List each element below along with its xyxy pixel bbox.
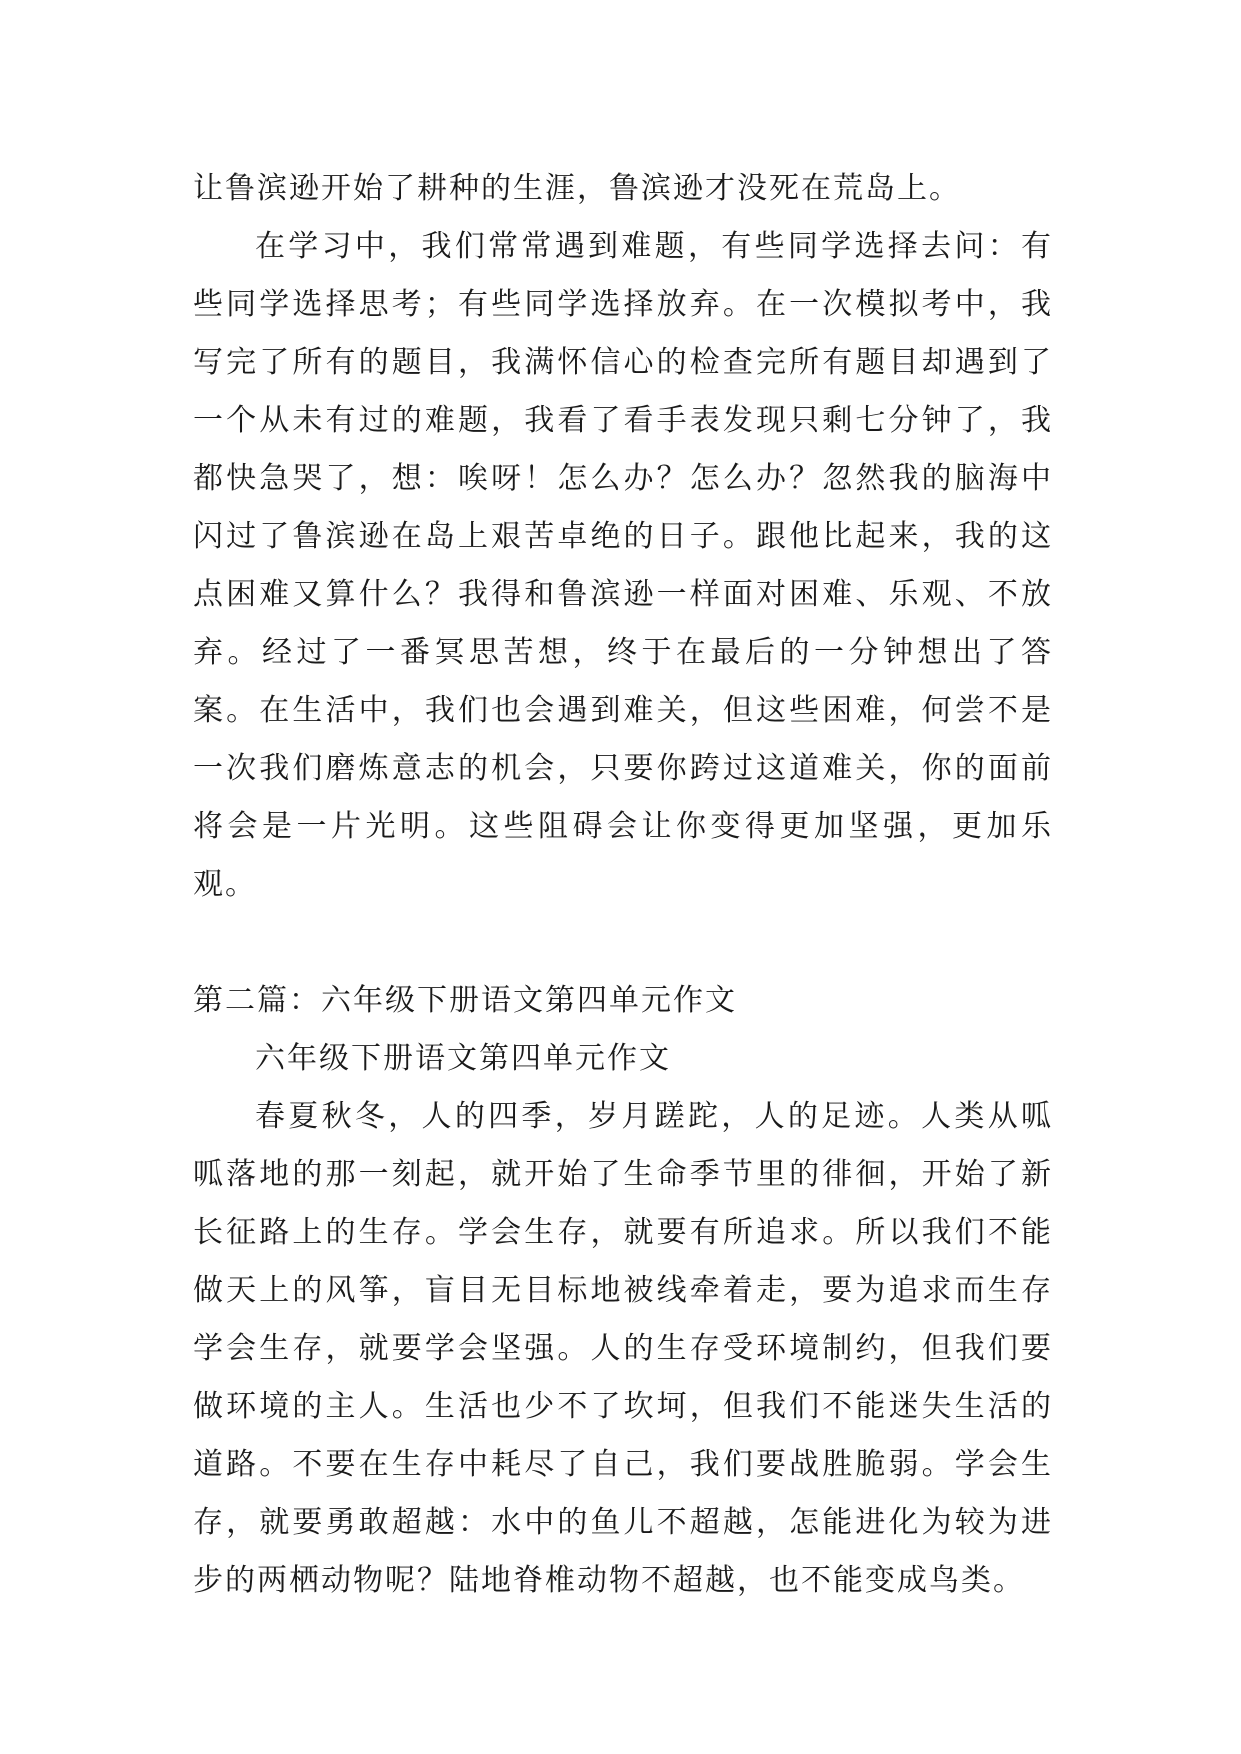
- document-body: [193, 160, 1053, 1610]
- paragraph-study-difficulty: 在学习中，我们常常遇到难题，有些同学选择去问：有些同学选择思考；有些同学选择放弃。在一次模拟考中，我写完了所有的题目，我满怀信心的检查完所有题目却遇到了一个从未有过的难题，我看了看手表发现只剩七分钟了，我都快急哭了，想：唉呀！怎么办？怎么办？忽然我的脑海中闪过了鲁滨逊在岛上艰苦卓绝的日子。跟他比起来，我的这点困难又算什么？我得和鲁滨逊一样面对困难、乐观、不放弃。经过了一番冥思苦想，终于在最后的一分钟想出了答案。在生活中，我们也会遇到难关，但这些困难，何尝不是一次我们磨炼意志的机会，只要你跨过这道难关，你的面前将会是一片光明。这些阻碍会让你变得更加坚强，更加乐观。: [193, 229, 1053, 902]
- section-title: 第二篇：六年级下册语文第四单元作文: [193, 983, 737, 1018]
- paragraph-continuation: 让鲁滨逊开始了耕种的生涯，鲁滨逊才没死在荒岛上。: [193, 171, 961, 206]
- paragraph-survival: 春夏秋冬，人的四季，岁月蹉跎，人的足迹。人类从呱呱落地的那一刻起，就开始了生命季节里的徘徊，开始了新长征路上的生存。学会生存，就要有所追求。所以我们不能做天上的风筝，盲目无目标地被线牵着走，要为追求而生存学会生存，就要学会坚强。人的生存受环境制约，但我们要做环境的主人。生活也少不了坎坷，但我们不能迷失生活的道路。不要在生存中耗尽了自己，我们要战胜脆弱。学会生存，就要勇敢超越：水中的鱼儿不超越，怎能进化为较为进步的两栖动物呢？陆地脊椎动物不超越，也不能变成鸟类。: [193, 1099, 1053, 1598]
- essay-subtitle: 六年级下册语文第四单元作文: [255, 1041, 671, 1076]
